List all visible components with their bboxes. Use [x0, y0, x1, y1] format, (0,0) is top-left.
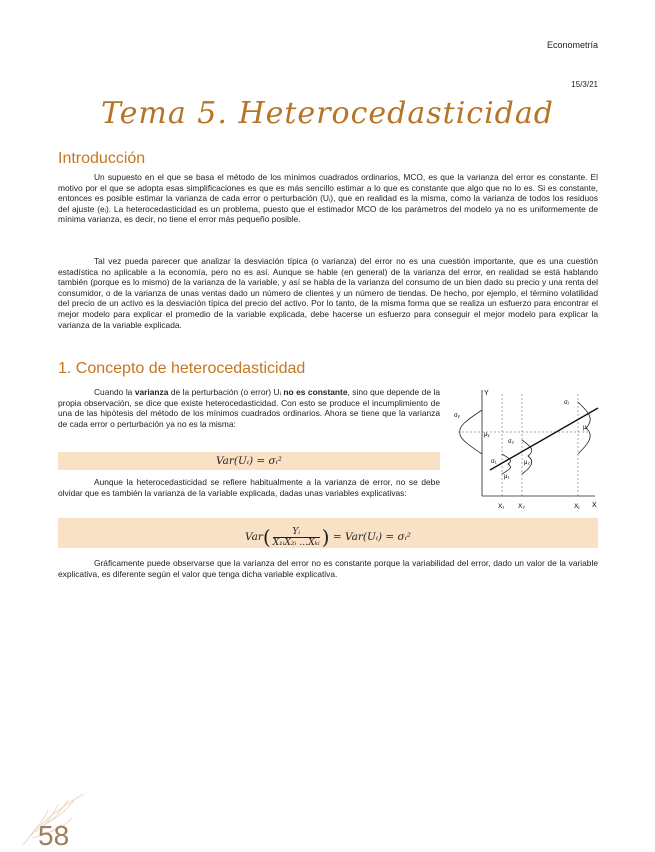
s1p1-bold-varianza: varianza	[134, 387, 169, 397]
density-curve-1	[502, 454, 510, 474]
formula2-num: Yᵢ	[273, 527, 320, 538]
label-mu-y: μᵧ	[484, 432, 490, 438]
label-x1: X₁	[498, 503, 505, 510]
page-number: 58	[38, 820, 70, 851]
s1p1-bold-no-constante: no es constante	[283, 387, 348, 397]
heteroscedasticity-figure	[450, 384, 600, 514]
label-sigma-2: σ₂	[508, 439, 515, 445]
label-sigma-j: σⱼ	[564, 400, 569, 406]
formula-var-y-text: Var( $\frac{\text{Yᵢ}}{\text{X₁ᵢX₂ᵢ …Xₖᵢ}}$ ) = Var(Uᵢ) = σᵢ²	[244, 525, 412, 549]
section1-paragraph-2	[58, 477, 440, 498]
formula2-right: = Var(Uᵢ) = σᵢ²	[332, 531, 412, 543]
header-date: 15/3/21	[571, 80, 598, 89]
label-mu-2: μ₂	[524, 460, 530, 466]
regression-line	[490, 408, 598, 470]
intro-p2-text: Tal vez pueda parecer que analizar la desviación típica (o varianza) del error no es una cuestión importante, que es una cuestión estadística no aplicable a la economía, pero no es así. Aunque se hable (en general) de la varianza del error, en realidad se está hablando también (porque es lo mismo) de la varianza de la variable, y así se habla de la varianza del consumo de un bien dado su precio y una renta del consumidor, o de la varianza de unas ventas dado un número de clientes y un número de tiendas. De hecho, por ejemplo, el término volatilidad del precio de un activo es la desviación típica del precio del activo. Por lo tanto, de la misma forma que se realiza un esfuerzo para encontrar el mejor modelo para explicar el promedio de la variable explicada, debe hacerse un esfuerzo para conseguir el mejor modelo para explicar la varianza de la variable explicada.	[58, 256, 598, 330]
intro-paragraph-2	[58, 256, 598, 330]
section1-heading: 1. Concepto de heterocedasticidad	[58, 360, 306, 377]
label-mu-1: μ₁	[504, 474, 510, 480]
label-sigma-y: σᵧ	[454, 413, 460, 419]
label-y: Y	[484, 390, 489, 397]
s1p3-text: Gráficamente puede observarse que la varianza del error no es constante porque la variabilidad del error, dado un valor de la variable explicativa, es diferente según el valor que tenga dicha variable explicativa.	[58, 558, 598, 579]
s1p1-a: Cuando la	[94, 387, 135, 397]
label-sigma-1: σ₁	[491, 459, 497, 465]
label-mu-j: μⱼ	[583, 425, 588, 431]
label-xj: Xⱼ	[574, 503, 580, 510]
formula-var-u: Var(Uᵢ) = σᵢ²	[58, 452, 440, 470]
formula2-left: Var	[244, 531, 263, 543]
intro-p1-text: Un supuesto en el que se basa el método de los mínimos cuadrados ordinarios, MCO, es que la varianza del error es constante. El motivo por el que se adopta esas simplificaciones es que es más sencillo estimar a lo que es constante que algo que no lo es. Si es constante, entonces es posible estimar la varianza de cada error o perturbación (Uᵢ), que en realidad es la misma, como la varianza de todos los residuos del ajuste (eᵢ). La heterocedasticidad es un problema, puesto que el estimador MCO de los parámetros del modelo ya no es uniformemente de mínima varianza, es decir, no tiene el error más pequeño posible.	[58, 172, 598, 225]
formula-var-y	[58, 518, 598, 548]
formula2-fraction	[273, 527, 320, 548]
page-title: Tema 5. Heterocedasticidad	[101, 96, 554, 131]
s1p2-text: Aunque la heterocedasticidad se refiere habitualmente a la varianza de error, no se debe olvidar que es también la varianza de la variable explicada, dadas unas variables explicativas:	[58, 477, 440, 498]
section1-paragraph-1	[58, 387, 440, 429]
label-x2: X₂	[518, 503, 525, 510]
s1p1-e: , sino que depende de la propia observación, se dice que existe heterocedasticidad. Con esto se produce el incumplimiento de una de las hipótesis del método de los mínimos cuadrados ordinarios. Ahora se tiene que la varianza de cada error o perturbación ya no es la misma:	[58, 387, 440, 429]
section1-paragraph-3	[58, 558, 598, 579]
intro-heading: Introducción	[58, 150, 146, 167]
s1p1-c: de la perturbación (o error) Uᵢ	[168, 387, 284, 397]
intro-paragraph-1	[58, 172, 598, 225]
label-x: X	[592, 502, 597, 509]
formula2-den: X₁ᵢX₂ᵢ …Xₖᵢ	[272, 537, 320, 548]
header-subject: Econometría	[546, 40, 598, 50]
density-curve-2	[522, 440, 532, 474]
